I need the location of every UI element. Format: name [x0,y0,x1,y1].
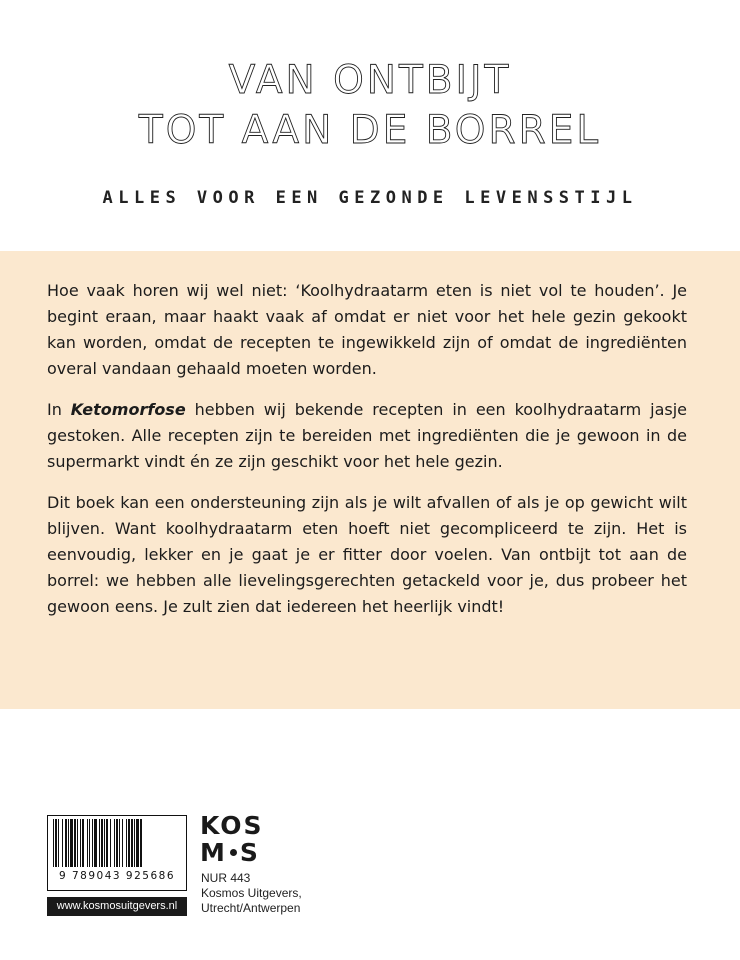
blurb-text [47,278,687,635]
paragraph-2-start: In [47,400,71,419]
logo-row-1: KOS [200,811,264,840]
website-link[interactable]: www.kosmosuitgevers.nl [47,897,187,916]
logo-dot-icon [230,849,237,856]
publisher-name: Kosmos Uitgevers, [201,886,302,900]
paragraph-2 [47,397,687,475]
isbn-number: 9 789043 925686 [58,870,176,882]
barcode-icon [52,819,182,867]
title-line-1: VAN ONTBIJT [228,58,512,103]
title-line-2: TOT AAN DE BORREL [138,108,602,153]
publisher-logo [200,812,264,866]
book-title [0,56,740,156]
subtitle: ALLES VOOR EEN GEZONDE LEVENSSTIJL [102,188,638,208]
publisher-location: Utrecht/Antwerpen [201,901,301,915]
logo-letter-s: S [239,838,260,867]
book-name: Ketomorfose [70,400,186,419]
paragraph-2-rest: hebben wij bekende recepten in een koolhydraatarm jasje gestoken. Alle recepten zijn te bereiden met ingrediënten die je gewoon in de supermarkt vindt én ze zijn geschikt voor het hele gezin. [47,400,687,471]
paragraph-1: Hoe vaak horen wij wel niet: ‘Koolhydraatarm eten is niet vol te houden’. Je begint eraan, maar haakt vaak af omdat er niet voor het hele gezin gekookt kan worden, omdat de recepten te ingewikkeld zijn of omdat de ingrediënten overal vandaan gehaald moeten worden. [47,281,687,378]
publisher-info [201,871,302,916]
nur-code: NUR 443 [201,871,251,885]
logo-row-2 [200,839,264,866]
paragraph-3: Dit boek kan een ondersteuning zijn als je wilt afvallen of als je op gewicht wilt blijven. Want koolhydraatarm eten hoeft niet gecompliceerd te zijn. Het is eenvoudig, lekker en je gaat je er fitter door voelen. Van ontbijt tot aan de borrel: we hebben alle lievelingsgerechten getackeld voor je, dus probeer het gewoon eens. Je zult zien dat iedereen het heerlijk vindt! [47,493,687,616]
logo-letter-m: M [200,838,227,867]
barcode-box [47,815,187,891]
